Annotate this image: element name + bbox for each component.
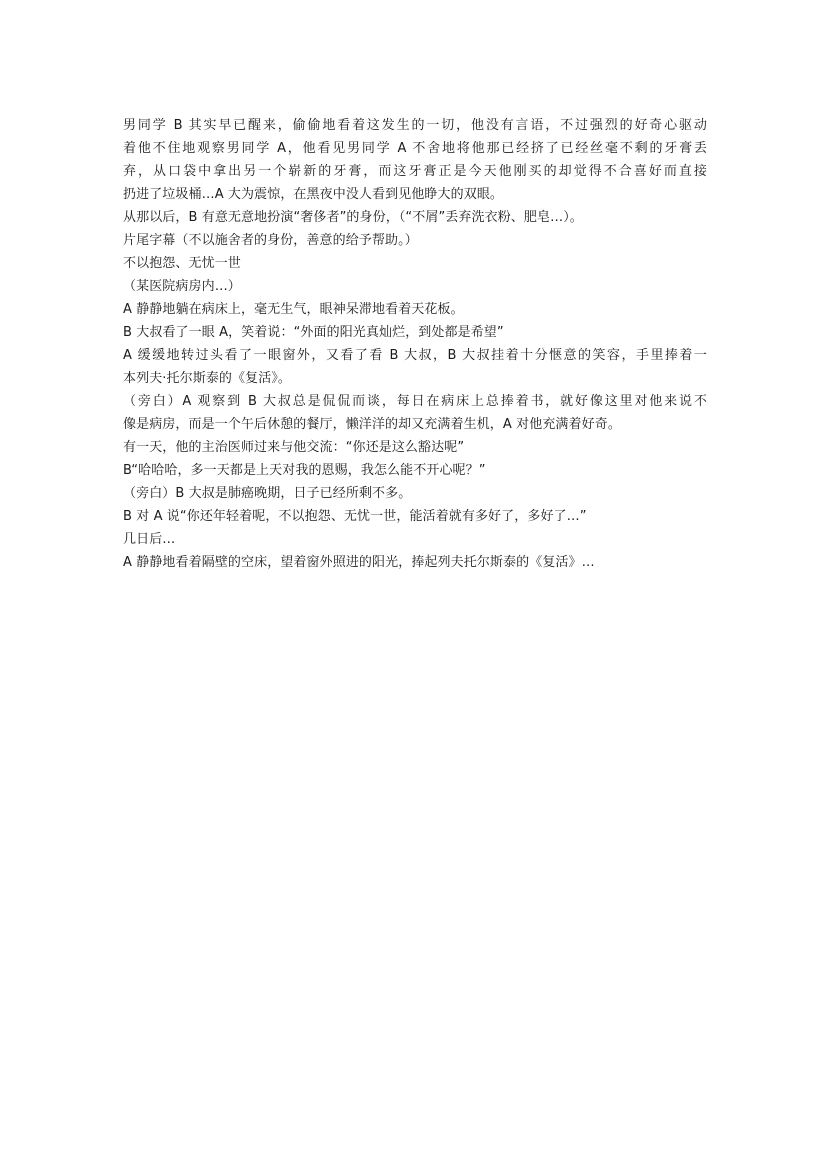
text-line: 像是病房，而是一个午后休憩的餐厅，懒洋洋的却又充满着生机，A 对他充满着好奇。 [123,417,621,432]
text-line: （旁白）A 观察到 B 大叔总是侃侃而谈，每日在病床上总捧着书，就好像这里对他来说不 [123,394,707,409]
text-line: A 静静地躺在病床上，毫无生气，眼神呆滞地看着天花板。 [123,302,464,317]
text-line: B 对 A 说“你还年轻着呢，不以抱怨、无忧一世，能活着就有多好了，多好了…” [123,509,587,524]
text-line: 男同学 B 其实早已醒来，偷偷地看着这发生的一切，他没有言语，不过强烈的好奇心驱动 [123,118,707,133]
text-line: 本列夫·托尔斯泰的《复活》。 [123,371,292,386]
text-line: A 缓缓地转过头看了一眼窗外，又看了看 B 大叔，B 大叔挂着十分惬意的笑容，手里捧着一 [123,348,707,363]
text-line: （旁白）B 大叔是肺癌晚期，日子已经所剩不多。 [123,486,412,501]
text-line: A 静静地看着隔壁的空床，望着窗外照进的阳光，捧起列夫托尔斯泰的《复活》… [123,555,595,570]
text-line: 片尾字幕（不以施舍者的身份，善意的给予帮助。） [123,233,418,248]
text-line: 着他不住地观察男同学 A，他看见男同学 A 不舍地将他那已经挤了已经丝毫不剩的牙膏丢 [123,141,707,156]
text-line: 几日后… [123,532,176,547]
text-line: B“哈哈哈，多一天都是上天对我的恩赐，我怎么能不开心呢？” [123,463,486,478]
section-heading: 不以抱怨、无忧一世 [123,256,241,271]
scene-direction: （某医院病房内…） [123,279,241,294]
text-line: 有一天，他的主治医师过来与他交流：“你还是这么豁达呢” [123,440,465,455]
text-line: 扔进了垃圾桶…A 大为震惊，在黑夜中没人看到见他睁大的双眼。 [123,187,504,202]
text-line: 弃，从口袋中拿出另一个崭新的牙膏，而这牙膏正是今天他刚买的却觉得不合喜好而直接 [123,164,707,179]
text-line: B 大叔看了一眼 A，笑着说：“外面的阳光真灿烂，到处都是希望” [123,325,504,340]
document-body [123,114,707,574]
text-line: 从那以后，B 有意无意地扮演“奢侈者”的身份，（“不屑”丢弃洗衣粉、肥皂…）。 [123,210,583,225]
